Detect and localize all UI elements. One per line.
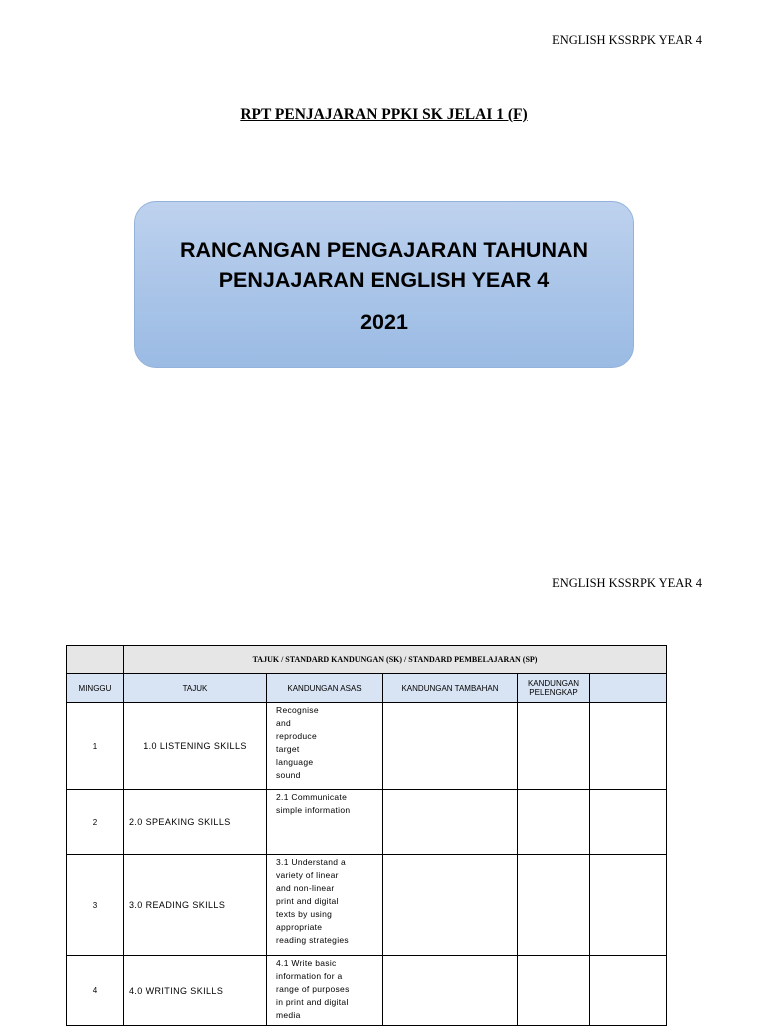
content-text: 4.1 Write basic information for a range of purposes in print and digital media [276, 958, 350, 1020]
col-header-kandungan-pelengkap: KANDUNGAN PELENGKAP [518, 674, 590, 703]
title-box [134, 201, 634, 368]
week-cell: 2 [67, 790, 124, 855]
empty-cell [590, 790, 667, 855]
header-blank-cell [67, 646, 124, 674]
empty-cell [383, 790, 518, 855]
col-header-extra [590, 674, 667, 703]
table-row [67, 790, 667, 855]
week-cell: 4 [67, 956, 124, 1026]
content-text: 3.1 Understand a variety of linear and non-linear print and digital texts by using appropriate reading strategies [276, 857, 349, 945]
table-row [67, 855, 667, 956]
title-box-year: 2021 [360, 310, 408, 334]
empty-cell [590, 956, 667, 1026]
week-cell: 3 [67, 855, 124, 956]
topic-cell: 1.0 LISTENING SKILLS [124, 703, 267, 790]
table-row [67, 703, 667, 790]
topic-cell: 2.0 SPEAKING SKILLS [124, 790, 267, 855]
empty-cell [590, 703, 667, 790]
empty-cell [518, 790, 590, 855]
page-header: ENGLISH KSSRPK YEAR 4 [552, 33, 702, 47]
empty-cell [383, 703, 518, 790]
span-header: TAJUK / STANDARD KANDUNGAN (SK) / STANDARD PEMBELAJARAN (SP) [124, 646, 667, 674]
table-header-row-2 [67, 674, 667, 703]
col-header-kandungan-tambahan: KANDUNGAN TAMBAHAN [383, 674, 518, 703]
document-title: RPT PENJAJARAN PPKI SK JELAI 1 (F) [240, 106, 528, 123]
topic-cell: 4.0 WRITING SKILLS [124, 956, 267, 1026]
col-header-tajuk: TAJUK [124, 674, 267, 703]
content-text: Recognise and reproduce target language sound [276, 705, 319, 780]
topic-cell: 3.0 READING SKILLS [124, 855, 267, 956]
empty-cell [518, 855, 590, 956]
empty-cell [518, 956, 590, 1026]
content-cell [267, 855, 383, 956]
empty-cell [383, 956, 518, 1026]
content-cell [267, 956, 383, 1026]
title-box-line-2: PENJAJARAN ENGLISH YEAR 4 [218, 268, 550, 292]
col-header-kandungan-asas: KANDUNGAN ASAS [267, 674, 383, 703]
content-text: 2.1 Communicate simple information [276, 792, 351, 815]
empty-cell [590, 855, 667, 956]
week-cell: 1 [67, 703, 124, 790]
col-header-minggu: MINGGU [67, 674, 124, 703]
empty-cell [383, 855, 518, 956]
page-header-2: ENGLISH KSSRPK YEAR 4 [552, 576, 702, 590]
content-cell [267, 790, 383, 855]
table-row [67, 956, 667, 1026]
title-box-line-1: RANCANGAN PENGAJARAN TAHUNAN [179, 238, 589, 262]
table-header-row-1 [67, 646, 667, 674]
yearly-plan-table [66, 645, 667, 1026]
content-cell [267, 703, 383, 790]
empty-cell [518, 703, 590, 790]
